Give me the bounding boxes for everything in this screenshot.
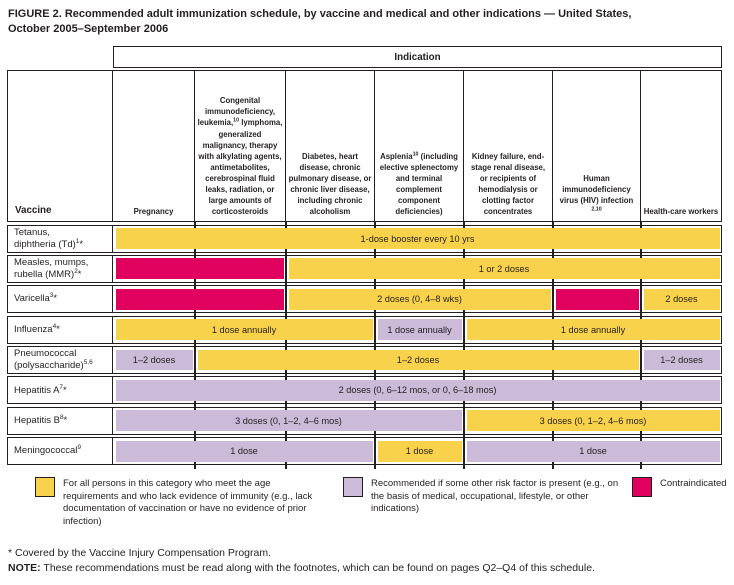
- vaccine-label-influenza: [7, 316, 113, 344]
- vaccine-name: Varicella$^3$*: [14, 292, 58, 305]
- legend: [7, 477, 734, 535]
- column-header-pregnancy: [113, 70, 195, 222]
- vaccine-name: Hepatitis $A^7*$: [14, 383, 67, 396]
- column-header-immunodeficiency: [195, 70, 286, 222]
- dose-bar-label: 2 doses (0, 4–8 wks): [377, 294, 462, 305]
- column-header-text-hiv-infection: Human immunodeficiency virus (HIV) infection $^{2,10}$: [559, 173, 634, 213]
- vaccine-name: Influenza$^4$*: [14, 322, 60, 335]
- dose-bar-label: 1 or 2 doses: [478, 263, 530, 274]
- column-header-text-diabetes-heart-lung-liver: Diabetes, heart disease, chronic pulmonary disease, or chronic liver disease, including chronic alcoholism: [288, 151, 372, 216]
- table-row-tetanus-diphtheria: [7, 225, 722, 253]
- dose-bar-label: 1–2 doses: [396, 355, 440, 366]
- dose-bar-label: 1-dose booster every 10 yrs: [360, 233, 475, 244]
- dose-bar-risk-pneumococcal: [644, 350, 720, 371]
- column-divider: [463, 434, 464, 469]
- indication-cells-tetanus-diphtheria: [113, 225, 722, 253]
- column-header-hiv-infection: [553, 70, 641, 222]
- vaccine-name: Meningococcal$^9$: [14, 444, 81, 457]
- dose-bar-all-meningococcal: [378, 441, 462, 462]
- table-row-meningococcal: [7, 437, 722, 465]
- figure-title: [8, 7, 730, 37]
- dose-bar-label: 1 dose: [405, 446, 434, 457]
- dose-bar-all-measles-mumps-rubella: [289, 258, 720, 279]
- vaccine-label-varicella: [7, 285, 113, 313]
- dose-bar-risk-meningococcal: [467, 441, 720, 462]
- column-header-asplenia: [375, 70, 464, 222]
- dose-bar-all-influenza: [467, 319, 720, 340]
- legend-item-risk-factor: [343, 477, 623, 516]
- column-header-kidney-failure: [464, 70, 553, 222]
- column-header-health-care-workers: [641, 70, 722, 222]
- dose-bar-contra-varicella: [556, 289, 639, 310]
- dose-bar-label: 1 dose annually: [211, 324, 277, 335]
- column-header-diabetes-heart-lung-liver: [286, 70, 375, 222]
- footnote-note-label: NOTE:: [8, 562, 41, 575]
- legend-item-contraindicated: [632, 477, 734, 497]
- indication-cells-hepatitis-a: [113, 376, 722, 404]
- vaccine-label-measles-mumps-rubella: [7, 255, 113, 283]
- table-row-hepatitis-a: [7, 376, 722, 404]
- dose-bar-label: 1 dose annually: [560, 324, 626, 335]
- legend-swatch-for-all-persons: [35, 477, 55, 497]
- vaccine-label-tetanus-diphtheria: [7, 225, 113, 253]
- indication-cells-hepatitis-b: [113, 407, 722, 435]
- immunization-schedule-table: [7, 46, 722, 468]
- dose-bar-risk-hepatitis-a: [116, 380, 720, 401]
- dose-bar-label: 1–2 doses: [660, 355, 703, 366]
- column-header-text-immunodeficiency: Congenital immunodeficiency, leukemia,$^{10}$ lymphoma, generalized malignancy, therapy with alkylating agents, antimetabolites, cerebrospinal fluid leaks, radiation, or large amounts of corticosteroids: [197, 96, 283, 216]
- table-body: [7, 225, 722, 466]
- dose-bar-risk-hepatitis-b: [116, 410, 462, 431]
- dose-bar-all-hepatitis-b: [467, 410, 720, 431]
- dose-bar-label: 1 dose annually: [387, 324, 452, 335]
- table-row-influenza: [7, 316, 722, 344]
- column-header-text-asplenia: Asplenia$^{10}$ (including elective splenectomy and terminal complement component deficiencies): [379, 151, 459, 216]
- footnote-note: [8, 561, 730, 576]
- indication-cells-influenza: [113, 316, 722, 344]
- legend-text-risk-factor: Recommended if some other risk factor is present (e.g., on the basis of medical, occupational, lifestyle, or other indications): [371, 478, 619, 515]
- legend-swatch-contraindicated: [632, 477, 652, 497]
- dose-bar-all-tetanus-diphtheria: [116, 228, 720, 249]
- table-row-measles-mumps-rubella: [7, 255, 722, 283]
- footnotes: [8, 546, 730, 576]
- dose-bar-label: 3 doses (0, 1–2, 4–6 mos): [235, 415, 342, 426]
- dose-bar-label: 2 doses (0, 6–12 mos, or 0, 6–18 mos): [338, 385, 497, 396]
- dose-bar-all-pneumococcal: [198, 350, 639, 371]
- vaccine-name: Tetanus, diphtheria $(Td)^1*$: [14, 226, 84, 250]
- dose-bar-all-varicella: [644, 289, 720, 310]
- legend-item-for-all-persons: [35, 477, 325, 529]
- indication-column-headers: [113, 70, 722, 222]
- dose-bar-label: 3 doses (0, 1–2, 4–6 mos): [539, 415, 647, 426]
- footnote-note-text: These recommendations must be read along with the footnotes, which can be found on pages Q2–Q4 of this schedule.: [40, 562, 595, 575]
- column-header-text-kidney-failure: Kidney failure, end-stage renal disease, or recipients of hemodialysis or clotting factor concentrates: [470, 151, 546, 216]
- legend-swatch-risk-factor: [343, 477, 363, 497]
- dose-bar-risk-meningococcal: [116, 441, 373, 462]
- dose-bar-contra-measles-mumps-rubella: [116, 258, 284, 279]
- indication-cells-measles-mumps-rubella: [113, 255, 722, 283]
- table-row-pneumococcal: [7, 346, 722, 374]
- dose-bar-risk-influenza: [378, 319, 462, 340]
- legend-text-contraindicated: Contraindicated: [660, 478, 727, 489]
- dose-bar-label: 2 doses: [665, 294, 698, 305]
- indication-cells-varicella: [113, 285, 722, 313]
- vaccine-label-hepatitis-a: [7, 376, 113, 404]
- column-header-text-pregnancy: Pregnancy: [133, 206, 174, 216]
- vaccine-name: Hepatitis $B^8*$: [14, 413, 68, 426]
- column-divider: [374, 434, 375, 469]
- indication-cells-meningococcal: [113, 437, 722, 465]
- vaccine-name: Pneumococcal (polysaccharide)$^{5,6}$: [14, 348, 93, 372]
- figure-title-line1: FIGURE 2. Recommended adult immunization schedule, by vaccine and medical and other indications — United States,: [8, 8, 632, 20]
- dose-bar-contra-varicella: [116, 289, 284, 310]
- footnote-vicp: * Covered by the Vaccine Injury Compensation Program.: [8, 547, 272, 559]
- dose-bar-label: 1 dose: [579, 446, 607, 457]
- column-header-text-health-care-workers: Health-care workers: [643, 206, 719, 216]
- indication-header: Indication: [113, 46, 722, 68]
- vaccine-column-header: Vaccine: [7, 70, 113, 222]
- legend-text-for-all-persons: For all persons in this category who meet the age requirements and who lack evidence of immunity (e.g., lack documentation of vaccination or have no evidence of prior infection): [63, 478, 313, 527]
- dose-bar-label: 1–2 doses: [132, 355, 176, 366]
- vaccine-label-meningococcal: [7, 437, 113, 465]
- vaccine-name: Measles, mumps, rubella (MMR)$^2$*: [14, 257, 89, 280]
- table-row-varicella: [7, 285, 722, 313]
- dose-bar-all-varicella: [289, 289, 551, 310]
- table-header-row: [7, 70, 722, 222]
- vaccine-label-hepatitis-b: [7, 407, 113, 435]
- indication-cells-pneumococcal: [113, 346, 722, 374]
- dose-bar-risk-pneumococcal: [116, 350, 193, 371]
- figure-title-line2: October 2005–September 2006: [8, 22, 169, 35]
- vaccine-label-pneumococcal: [7, 346, 113, 374]
- table-row-hepatitis-b: [7, 407, 722, 435]
- dose-bar-label: 1 dose: [230, 446, 258, 457]
- dose-bar-all-influenza: [116, 319, 373, 340]
